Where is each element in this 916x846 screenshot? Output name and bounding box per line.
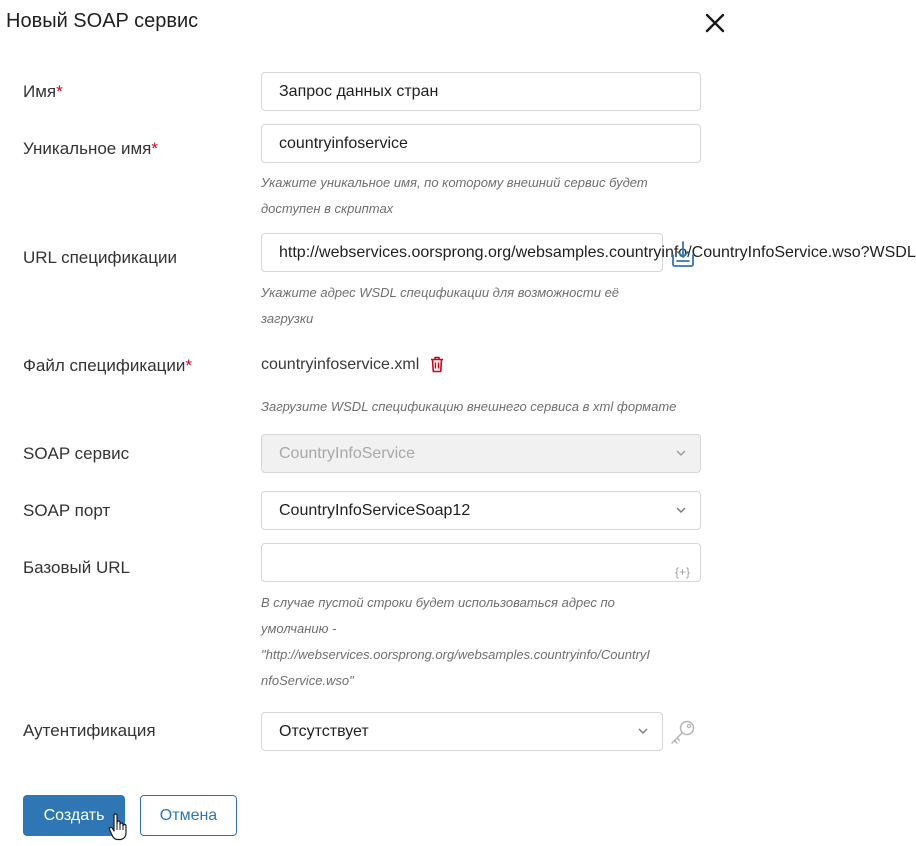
soap-service-select: [261, 434, 701, 473]
close-icon[interactable]: [700, 8, 730, 38]
insert-variable-icon[interactable]: {+}: [674, 565, 690, 579]
hint-line: nfoService.wso": [261, 673, 354, 688]
spec-url-label: URL спецификации: [23, 248, 177, 267]
required-mark: *: [185, 356, 193, 375]
trash-icon[interactable]: [430, 356, 444, 373]
hint-line: доступен в скриптах: [261, 201, 394, 216]
auth-label: Аутентификация: [23, 721, 156, 740]
soap-service-value: CountryInfoService: [279, 445, 416, 462]
soap-port-select[interactable]: [261, 491, 701, 530]
base-url-input[interactable]: [261, 543, 701, 582]
name-label-text: Имя: [23, 82, 57, 101]
soap-port-label: SOAP порт: [23, 501, 111, 520]
hint-line: загрузки: [261, 311, 314, 326]
create-button[interactable]: Создать: [23, 795, 125, 836]
hint-line: Укажите уникальное имя, по которому внешний сервис будет: [261, 175, 648, 190]
base-url-label: Базовый URL: [23, 558, 130, 577]
key-icon[interactable]: [669, 718, 697, 746]
hint-line: Укажите адрес WSDL спецификации для возможности её: [261, 285, 620, 300]
unique-name-label-text: Уникальное имя: [23, 139, 152, 158]
hand-cursor-icon: [108, 813, 128, 846]
download-spec-button[interactable]: [670, 240, 696, 273]
spec-file-label-text: Файл спецификации: [23, 356, 186, 375]
unique-name-input[interactable]: countryinfoservice: [261, 124, 701, 163]
name-label: [23, 82, 63, 102]
dialog-title: Новый SOAP сервис: [6, 10, 199, 32]
base-url-hint: [261, 590, 711, 694]
spec-url-input[interactable]: http://webservices.oorsprong.org/websamples.countryinfo/CountryInfoService.wso?WSDL: [261, 233, 663, 272]
soap-port-value: CountryInfoServiceSoap12: [279, 502, 471, 519]
unique-name-hint: [261, 170, 711, 222]
name-input[interactable]: Запрос данных стран: [261, 72, 701, 111]
hint-line: В случае пустой строки будет использоваться адрес по: [261, 595, 615, 610]
spec-file-name[interactable]: countryinfoservice.xml: [261, 356, 420, 373]
chevron-down-icon[interactable]: [676, 506, 686, 514]
auth-value: Отсутствует: [279, 723, 369, 740]
chevron-down-icon[interactable]: [638, 727, 648, 735]
hint-line: "http://webservices.oorsprong.org/websamples.countryinfo/CountryI: [261, 647, 651, 662]
download-icon[interactable]: [670, 240, 696, 268]
spec-url-hint: [261, 280, 711, 332]
chevron-down-icon: [676, 449, 686, 457]
soap-service-label: SOAP сервис: [23, 444, 130, 463]
auth-select[interactable]: [261, 712, 663, 751]
auth-settings-button[interactable]: [669, 718, 697, 751]
cancel-button[interactable]: Отмена: [140, 795, 237, 836]
delete-file-button[interactable]: [430, 356, 444, 378]
hint-line: умолчанию -: [261, 621, 337, 636]
unique-name-label: [23, 139, 158, 159]
spec-file-label: [23, 356, 192, 376]
required-mark: *: [56, 82, 63, 101]
close-button[interactable]: [700, 8, 730, 38]
spec-file-hint: Загрузите WSDL спецификацию внешнего сервиса в xml формате: [261, 399, 677, 414]
required-mark: *: [151, 139, 158, 158]
